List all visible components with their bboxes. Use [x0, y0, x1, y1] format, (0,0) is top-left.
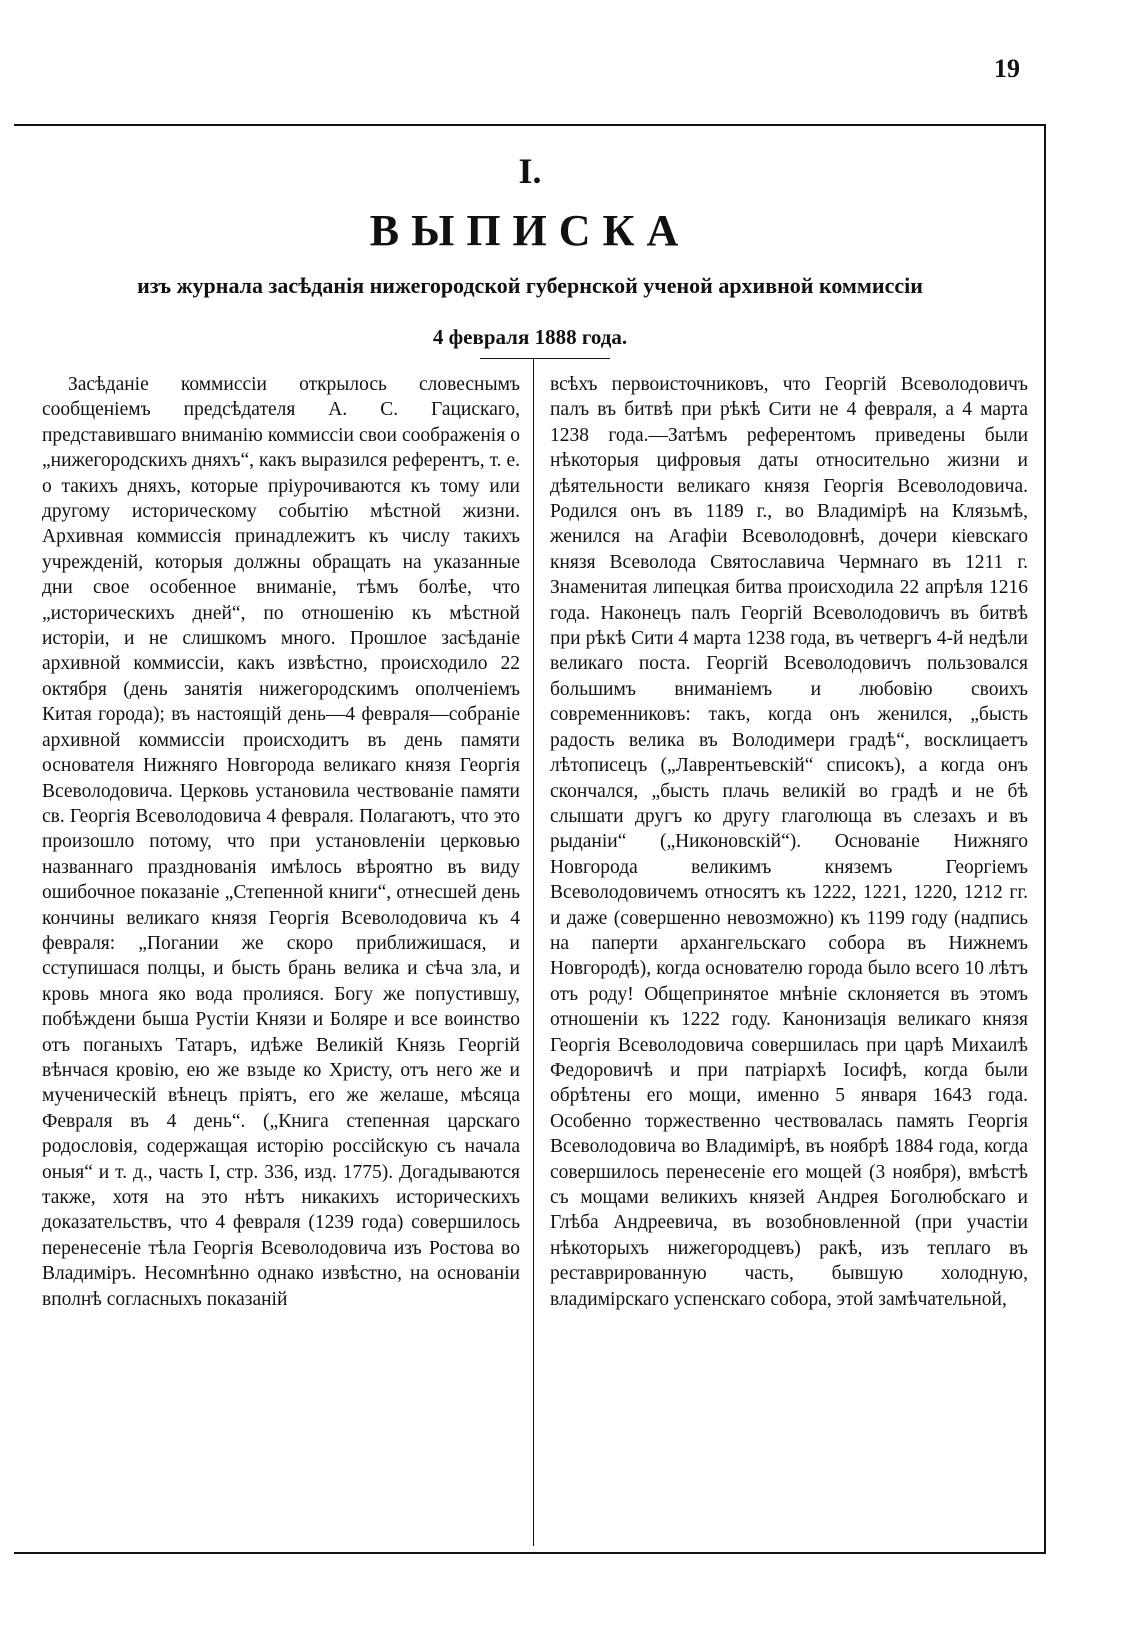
left-column-text: Засѣданіе коммиссіи открылось словеснымъ сообщеніемъ предсѣдателя А. С. Гацискаго, представившаго вниманію коммиссіи свои соображенія о „нижегородскихъ дняхъ“, какъ выразился референтъ, т. е. о такихъ дняхъ, которые пріурочиваются къ тому или другому историческому событію мѣстной жизни. Архивная коммиссія принадлежитъ къ числу такихъ учрежденій, которыя должны обращать на указанные дни свое особенное вниманіе, тѣмъ болѣе, что „историческихъ дней“, по отношенію къ мѣстной исторіи, и не слишкомъ много. Прошлое засѣданіе архивной коммиссіи, какъ извѣстно, происходило 22 октября (день занятія нижегородскимъ ополченіемъ Китая города); въ настоящій день—4 февраля—собраніе архивной коммиссіи происходитъ въ день памяти основателя Нижняго Новгорода великаго князя Георгія Всеволодовича. Церковь установила чествованіе памяти св. Георгія Всеволодовича 4 февраля. Полагаютъ, что это произошло потому, что при установленіи церковью названнаго празднованія имѣлось вѣроятно въ виду ошибочное показаніе „Степенной книги“, отнесшей день кончины великаго князя Георгія Всеволодовича къ 4 февраля: „Погании же скоро приближишася, и сступишася полцы, и бысть брань велика и сѣча зла, и кровь многа яко вода пролияся. Богу же попустившу, побѣждени быша Рустіи Князи и Боляре и все воинство отъ поганыхъ Татаръ, идѣже Великій Князь Георгій вѣнчася кровію, ею же взыде ко Христу, отъ него же и мученическій вѣнецъ пріятъ, его же желаше, мѣсяца Февраля въ 4 день“. („Книга степенная царскаго родословія, содержащая исторію россійскую съ начала оныя“ и т. д., часть I, стр. 336, изд. 1775). Догадываются также, хотя на это нѣтъ никакихъ историческихъ доказательствъ, что 4 февраля (1239 года) совершилось перенесеніе тѣла Георгія Всеволодовича изъ Ростова во Владиміръ. Несомнѣнно однако извѣстно, на основаніи вполнѣ согласныхъ показаній	[42, 374, 520, 1310]
section-number: I.	[518, 151, 542, 191]
right-column	[550, 372, 1028, 1542]
bottom-rule	[14, 1552, 1046, 1554]
left-column	[42, 372, 520, 1542]
page-number: 19	[994, 54, 1020, 83]
top-rule	[14, 124, 1044, 126]
column-divider	[533, 358, 534, 1546]
title-rule	[480, 358, 610, 359]
right-column-text: всѣхъ первоисточниковъ, что Георгій Всеволодовичъ палъ въ битвѣ при рѣкѣ Сити не 4 февраля, а 4 марта 1238 года.—Затѣмъ референтомъ приведены были нѣкоторыя цифровыя даты относительно жизни и дѣятельности великаго князя Георгія Всеволодовича. Родился онъ въ 1189 г., во Владимірѣ на Клязьмѣ, женился на Агафіи Всеволодовнѣ, дочери кіевскаго князя Всеволода Святославича Чермнаго въ 1211 г. Знаменитая липецкая битва происходила 22 апрѣля 1216 года. Наконецъ палъ Георгій Всеволодовичъ въ битвѣ при рѣкѣ Сити 4 марта 1238 года, въ четвергъ 4-й недѣли великаго поста. Георгій Всеволодовичъ пользовался большимъ вниманіемъ и любовію своихъ современниковъ: такъ, когда онъ женился, „бысть радость велика въ Володимери градѣ“, восклицаетъ лѣтописецъ („Лаврентьевскій“ списокъ), а когда онъ скончался, „бысть плачь великій во градѣ и не бѣ слышати другъ ко другу глаголюща въ слезахъ и въ рыданіи“ („Никоновскій“). Основаніе Нижняго Новгорода великимъ княземъ Георгіемъ Всеволодовичемъ относятъ къ 1222, 1221, 1220, 1212 гг. и даже (совершенно невозможно) къ 1199 году (надпись на паперти архангельскаго собора въ Нижнемъ Новгородѣ), когда основателю города было всего 10 лѣтъ отъ роду! Общепринятое мнѣніе склоняется въ этомъ отношеніи къ 1222 году. Канонизація великаго князя Георгія Всеволодовича совершилась при царѣ Михаилѣ Федоровичѣ и при патріархѣ Іосифѣ, когда были обрѣтены его мощи, именно 5 января 1643 года. Особенно торжественно чествовалась память Георгія Всеволодовича во Владимірѣ, въ ноябрѣ 1884 года, когда совершилось перенесеніе его мощей (3 ноября), вмѣстѣ съ мощами великихъ князей Андрея Боголюбскаго и Глѣба Андреевича, въ возобновленной (при участіи нѣкоторыхъ нижегородцевъ) ракѣ, изъ теплаго въ реставрированную часть, бывшую холодную, владимірскаго успенскаго собора, этой замѣчательной,	[550, 374, 1028, 1310]
document-subtitle: изъ журнала засѣданія нижегородской губернской ученой архивной коммиссіи	[137, 273, 923, 298]
document-title: ВЫПИСКА	[369, 206, 691, 255]
document-date: 4 февраля 1888 года.	[432, 325, 628, 349]
